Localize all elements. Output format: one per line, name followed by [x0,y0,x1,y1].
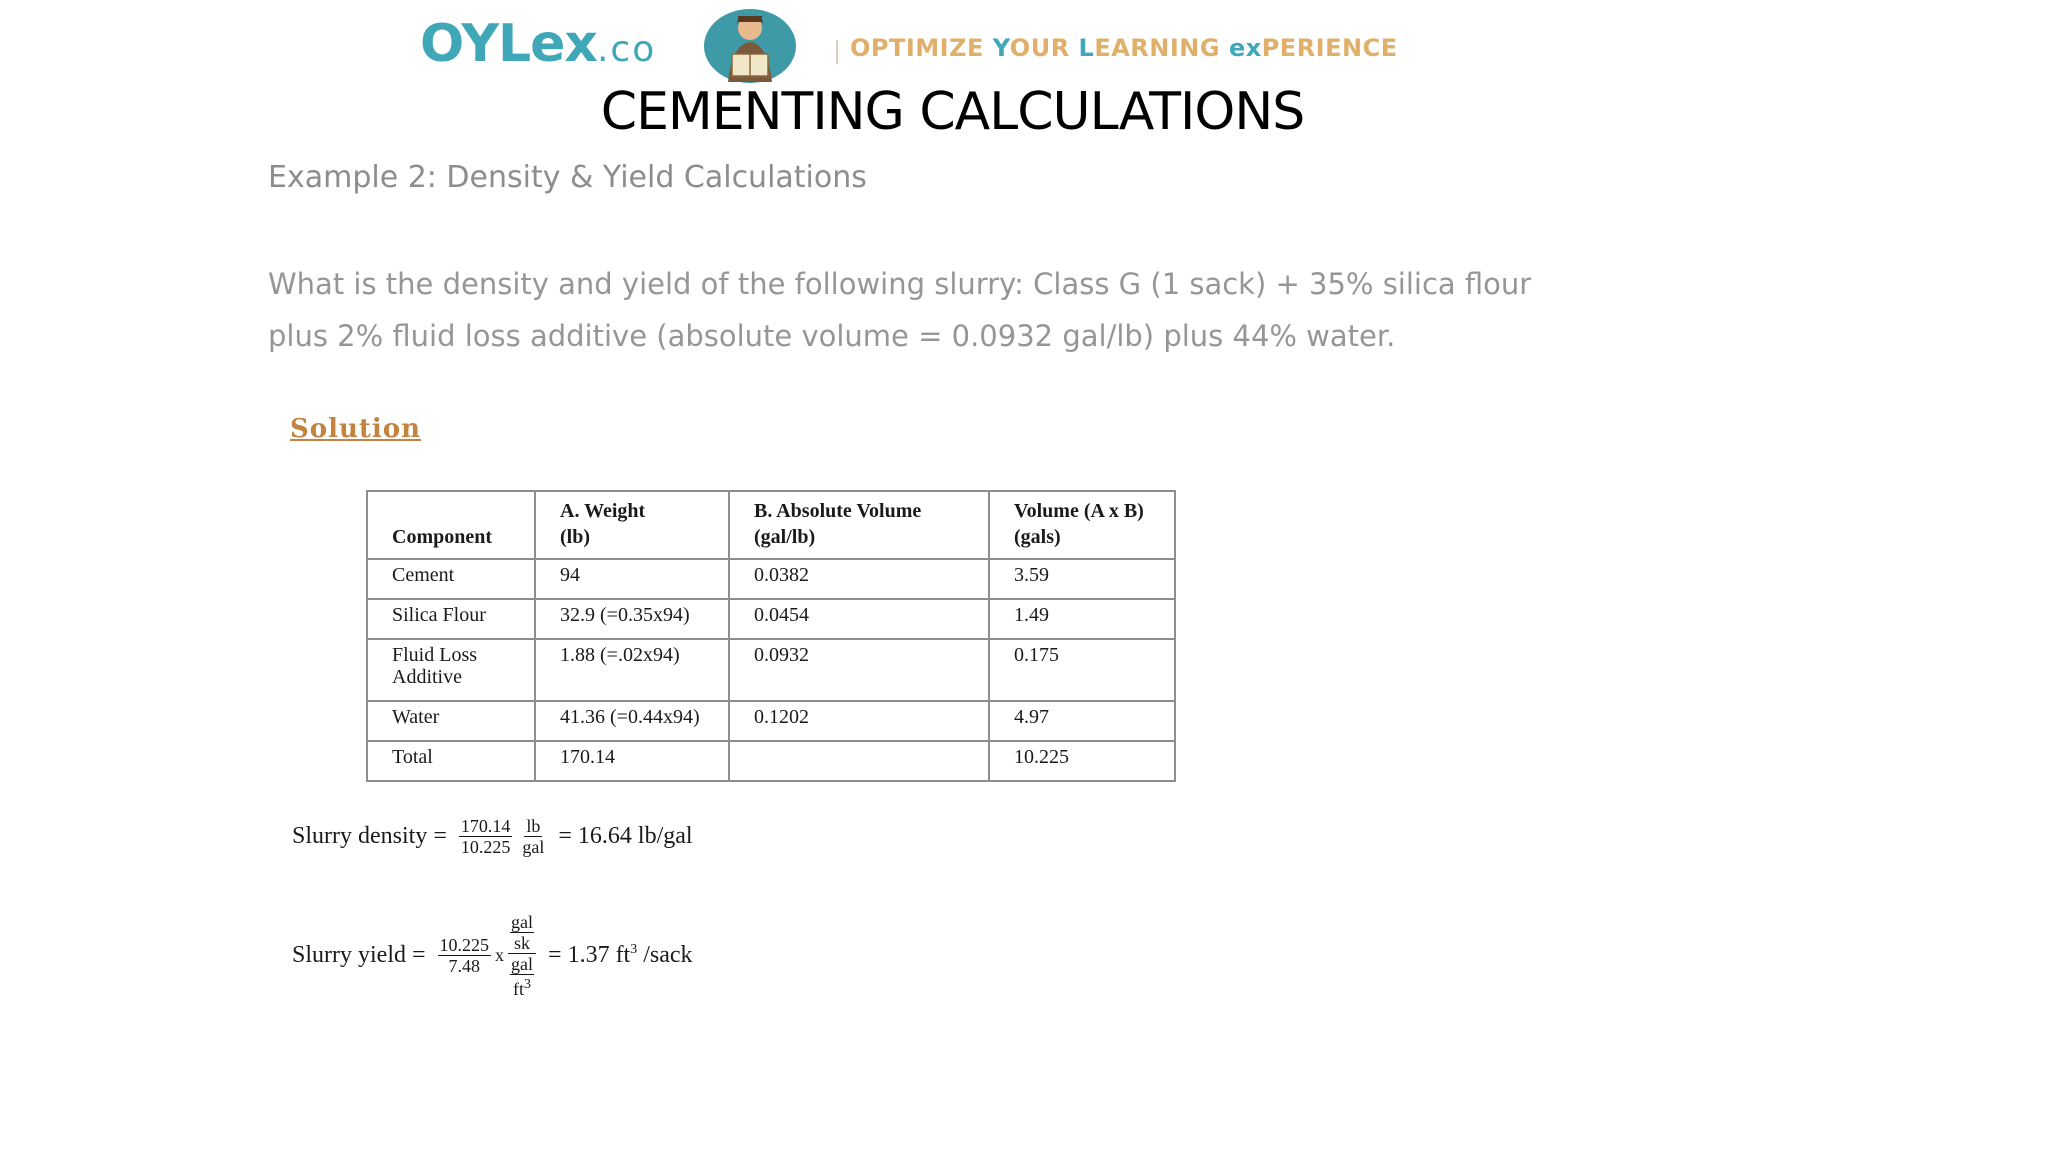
brand-logo [420,14,656,80]
header-label: (lb) [560,526,590,548]
yield-label: Slurry yield = [292,941,426,968]
yield-fraction [438,935,492,976]
unit-part: gal [511,953,534,974]
fraction-denominator: 10.225 [460,836,511,857]
cell-abs-volume: 0.1202 [729,701,989,741]
result-unit: /sack [637,941,693,968]
fraction-numerator: 170.14 [460,815,511,836]
cell-volume: 10.225 [989,741,1175,781]
header-weight [535,491,729,559]
cell-weight: 170.14 [535,741,729,781]
multiply-sign: x [495,944,505,965]
header-volume [989,491,1175,559]
density-unit-fraction [520,816,546,857]
density-label: Slurry density = [292,822,447,849]
cell-volume: 4.97 [989,701,1175,741]
unit-exponent: 3 [524,976,532,992]
yield-unit-fraction [508,912,536,999]
fraction-numerator: 10.225 [439,934,490,955]
cell-component: Silica Flour [367,599,535,639]
cell-weight: 32.9 (=0.35x94) [535,599,729,639]
cell-weight: 94 [535,559,729,599]
density-result: = 16.64 lb/gal [558,822,693,849]
tagline-part: L [1078,34,1095,62]
header-label: (gals) [1014,526,1061,548]
result-exponent: 3 [630,941,638,957]
cell-component: Water [367,701,535,741]
brand-header [420,4,1440,86]
header-label: B. Absolute Volume [754,500,922,522]
cell-volume: 0.175 [989,639,1175,701]
slurry-density-formula [292,808,693,864]
table-header-row [367,491,1175,559]
brand-logo-main: OYLex [420,14,597,74]
yield-result [548,942,693,969]
brand-tagline [850,34,1398,62]
table-row [367,701,1175,741]
header-label: Volume (A x B) [1014,500,1144,522]
cell-weight: 1.88 (=.02x94) [535,639,729,701]
header-label: A. Weight [560,500,646,522]
header-label: Component [392,526,493,548]
cell-volume: 3.59 [989,559,1175,599]
cell-volume: 1.49 [989,599,1175,639]
table-row [367,639,1175,701]
unit-denominator [508,954,536,999]
cell-component: Total [367,741,535,781]
unit-part: sk [514,932,531,953]
tagline-part: PERIENCE [1261,34,1398,62]
cell-component: Fluid Loss Additive [367,639,535,701]
cell-abs-volume: 0.0454 [729,599,989,639]
fraction-numerator: lb [526,815,541,836]
table-total-row [367,741,1175,781]
tagline-part: ex [1228,34,1262,62]
brand-logo-suffix: .co [596,29,657,70]
cell-weight: 41.36 (=0.44x94) [535,701,729,741]
density-fraction [459,816,513,857]
solution-label: Solution [290,414,422,444]
header-divider [836,40,838,64]
unit-part [513,975,531,999]
result-value: = 1.37 ft [548,941,631,968]
tagline-part: Y [992,34,1010,62]
compound-unit [510,912,534,953]
tagline-part: OPTIMIZE [850,34,993,62]
cell-abs-volume: 0.0932 [729,639,989,701]
tagline-part: EARNING [1094,34,1229,62]
unit-numerator [508,912,536,954]
header-label: (gal/lb) [754,526,816,548]
unit-base: ft [513,978,525,999]
cell-abs-volume: 0.0382 [729,559,989,599]
slurry-yield-formula [292,895,693,1015]
table-row [367,599,1175,639]
table-row [367,559,1175,599]
fraction-denominator: gal [522,836,545,857]
slide-title: CEMENTING CALCULATIONS [600,82,1305,142]
fraction-denominator: 7.48 [448,955,481,976]
cell-component: Cement [367,559,535,599]
slurry-components-table [366,490,1176,782]
tagline-part: OUR [1009,34,1079,62]
reader-mascot-icon [702,6,798,84]
compound-unit [510,954,534,999]
header-component [367,491,535,559]
unit-part: gal [511,911,534,932]
header-absolute-volume [729,491,989,559]
example-heading: Example 2: Density & Yield Calculations [268,160,867,195]
cell-abs-volume [729,741,989,781]
problem-statement: What is the density and yield of the following slurry: Class G (1 sack) + 35% silica flour plus 2% fluid loss additive (absolute volume = 0.0932 gal/lb) plus 44% water. [268,267,1532,353]
